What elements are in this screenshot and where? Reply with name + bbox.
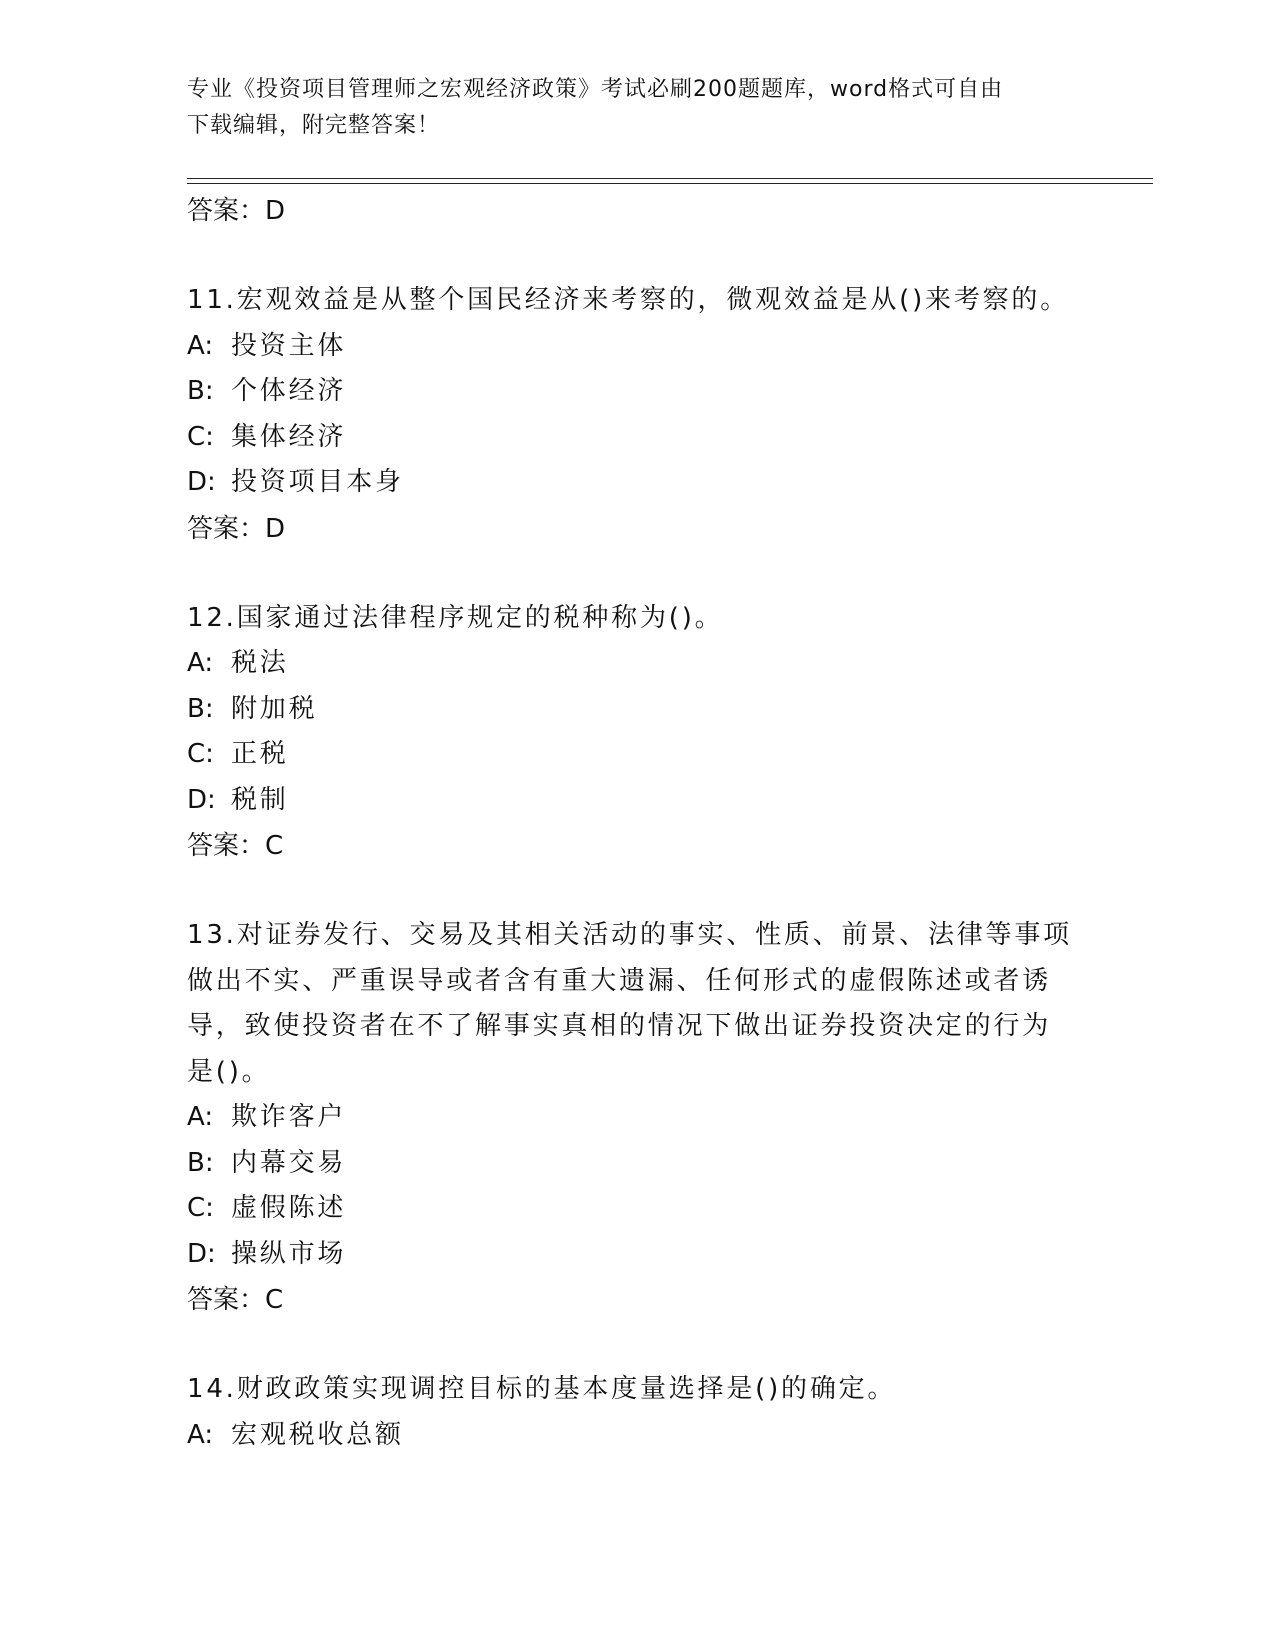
option-letter: A: xyxy=(187,330,214,361)
option-text: 集体经济 xyxy=(231,421,347,452)
option-a xyxy=(187,324,1087,370)
option-letter: B: xyxy=(187,376,214,406)
option-text: 投资项目本身 xyxy=(231,467,404,497)
option-letter: C: xyxy=(187,421,214,452)
question-11 xyxy=(187,278,1087,552)
option-a xyxy=(187,641,1087,687)
question-stem-line: 做出不实、严重误导或者含有重大遗漏、任何形式的虚假陈述或者诱 xyxy=(187,965,1052,996)
option-b xyxy=(187,687,1087,733)
option-d xyxy=(187,460,1087,506)
question-stem: 12.国家通过法律程序规定的税种称为()。 xyxy=(187,602,724,633)
option-letter: C: xyxy=(187,1193,214,1223)
option-text: 税法 xyxy=(231,648,289,678)
option-text: 宏观税收总额 xyxy=(231,1419,404,1450)
header-line-2: 下载编辑，附完整答案！ xyxy=(187,113,441,138)
header-divider-bottom xyxy=(187,183,1153,184)
option-c xyxy=(187,732,1087,778)
option-letter: A: xyxy=(187,1419,214,1450)
option-text: 个体经济 xyxy=(231,376,347,406)
option-b xyxy=(187,369,1087,415)
option-letter: C: xyxy=(187,739,214,769)
question-stem-line: 导，致使投资者在不了解事实真相的情况下做出证券投资决定的行为 xyxy=(187,1011,1052,1041)
answer-line: 答案：D xyxy=(187,196,286,226)
option-letter: D: xyxy=(187,467,216,497)
option-c xyxy=(187,1186,1087,1232)
option-letter: B: xyxy=(187,693,214,724)
option-b xyxy=(187,1141,1087,1187)
option-text: 正税 xyxy=(231,739,289,769)
option-letter: A: xyxy=(187,1102,214,1132)
option-text: 虚假陈述 xyxy=(231,1193,347,1223)
option-text: 操纵市场 xyxy=(231,1238,347,1269)
question-14 xyxy=(187,1367,1087,1458)
option-text: 附加税 xyxy=(231,693,318,724)
question-13 xyxy=(187,913,1087,1323)
question-stem: 11.宏观效益是从整个国民经济来考察的，微观效益是从()来考察的。 xyxy=(187,285,1070,315)
option-text: 内幕交易 xyxy=(231,1147,347,1178)
question-stem-line: 13.对证券发行、交易及其相关活动的事实、性质、前景、法律等事项 xyxy=(187,920,1072,950)
question-12 xyxy=(187,596,1087,870)
option-d xyxy=(187,1232,1087,1278)
question-stem-line: 是()。 xyxy=(187,1056,271,1087)
option-letter: A: xyxy=(187,648,214,678)
option-d xyxy=(187,778,1087,824)
question-stem: 14.财政政策实现调控目标的基本度量选择是()的确定。 xyxy=(187,1374,897,1404)
answer-line: 答案：C xyxy=(187,831,284,861)
option-text: 欺诈客户 xyxy=(231,1102,347,1132)
header-line-1: 专业《投资项目管理师之宏观经济政策》考试必刷200题题库，word格式可自由 xyxy=(187,77,1004,102)
option-text: 税制 xyxy=(231,784,289,815)
option-letter: B: xyxy=(187,1147,214,1178)
option-a xyxy=(187,1413,1087,1459)
option-c xyxy=(187,415,1087,461)
document-body xyxy=(187,188,1087,1458)
answer-line: 答案：D xyxy=(187,513,286,544)
option-text: 投资主体 xyxy=(231,330,347,361)
option-a xyxy=(187,1095,1087,1141)
option-letter: D: xyxy=(187,1238,216,1269)
document-header xyxy=(187,72,1067,144)
header-divider-top xyxy=(187,178,1153,179)
option-letter: D: xyxy=(187,784,216,815)
answer-line: 答案：C xyxy=(187,1285,284,1315)
